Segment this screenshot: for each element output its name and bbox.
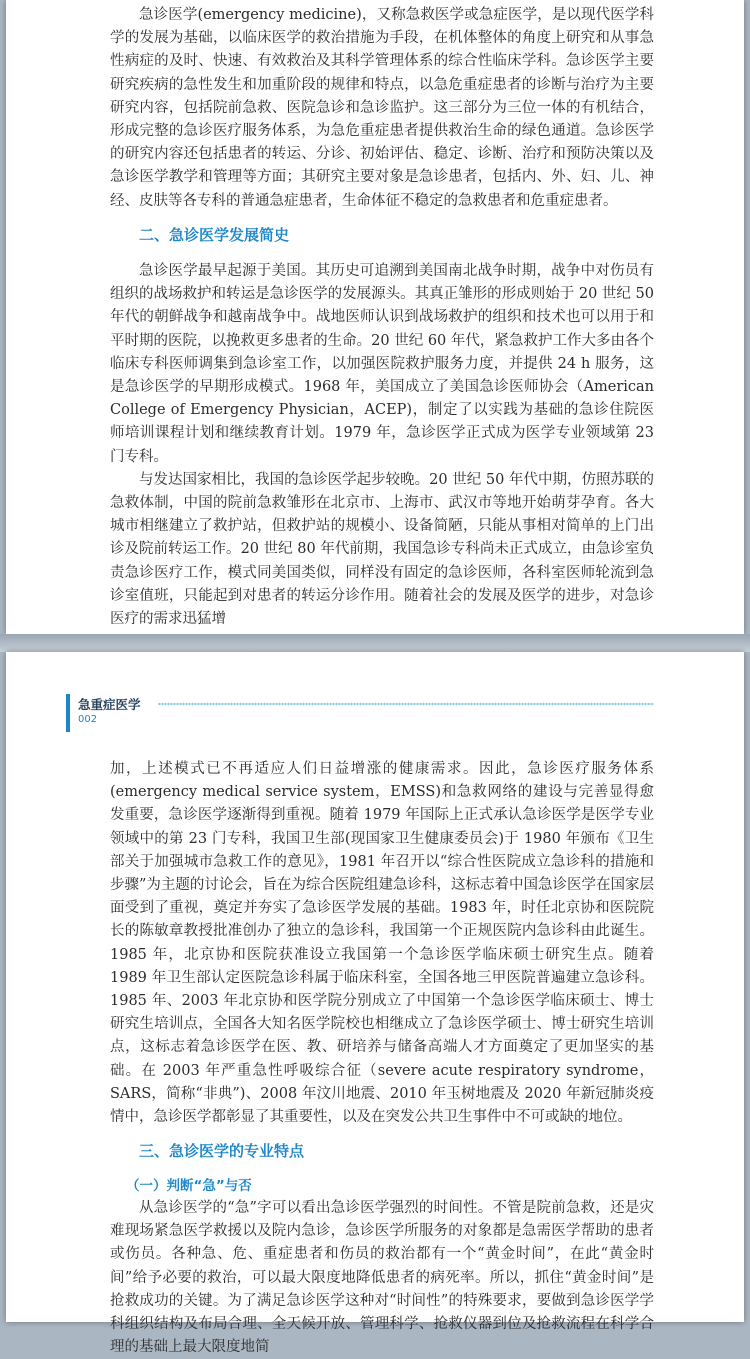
header-accent-bar: [66, 694, 70, 732]
body-text-history: [110, 260, 654, 631]
subsection-heading-urgency: （一）判断“急”与否: [126, 1178, 252, 1194]
paragraph-china-history: 与发达国家相比，我国的急诊医学起步较晚。20 世纪 50 年代中期，仿照苏联的急救体制，中国的院前急救雏形在北京市、上海市、武汉市等地开始萌芽孕育。各大城市相继建立了救护站，但救护站的规模小、设备简陋，只能从事相对简单的上门出诊及院前转运工作。20 世纪 80 年代前期，我国急诊专科尚未正式成立，由急诊室负责急诊医疗工作，模式同美国类似，同样没有固定的急诊医师，各科室医师轮流到急诊室值班，只能起到对患者的转运分诊作用。随着社会的发展及医学的进步，对急诊医疗的需求迅猛增: [110, 471, 654, 628]
paragraph-definition: 急诊医学(emergency medicine)，又称急救医学或急症医学，是以现代医学科学的发展为基础，以临床医学的救治措施为手段，在机体整体的角度上研究和从事急性病症的及时、快速、有效救治及其科学管理体系的综合性临床学科。急诊医学主要研究疾病的急性发生和加重阶段的规律和特点，以急危重症患者的诊断与治疗为主要研究内容，包括院前急救、医院急诊和急诊监护。这三部分为三位一体的有机结合，形成完整的急诊医疗服务体系，为急危重症患者提供救治生命的绿色通道。急诊医学的研究内容还包括患者的转运、分诊、初始评估、稳定、诊断、治疗和预防决策以及急诊医学教学和管理等方面；其研究主要对象是急诊患者，包括内、外、妇、儿、神经、皮肤等各专科的普通急症患者，生命体征不稳定的急救患者和危重症患者。: [110, 7, 654, 209]
body-text-urgency: [110, 1197, 654, 1359]
paragraph-golden-time: 从急诊医学的“急”字可以看出急诊医学强烈的时间性。不管是院前急救，还是灾难现场紧急医学救援以及院内急诊，急诊医学所服务的对象都是急需医学帮助的患者或伤员。各种急、危、重症患者和伤员的救治都有一个“黄金时间”，在此“黄金时间”给予必要的救治，可以最大限度地降低患者的病死率。所以，抓住“黄金时间”是抢救成功的关键。为了满足急诊医学这种对“时间性”的特殊要求，要做到急诊医学学科组织结构及布局合理、全天候开放、管理科学、抢救仪器到位及抢救流程在科学合理的基础上最大限度地简: [110, 1200, 654, 1356]
section-heading-characteristics: 三、急诊医学的专业特点: [139, 1142, 305, 1160]
book-page-lower: [6, 652, 744, 1356]
page-number: 002: [78, 714, 98, 725]
book-page-upper: [6, 0, 744, 634]
book-title: 急重症医学: [78, 697, 141, 712]
section-heading-history: 二、急诊医学发展简史: [139, 226, 290, 244]
running-header: [66, 694, 666, 734]
body-text-upper: [110, 4, 654, 213]
page-gap: [0, 634, 750, 652]
paragraph-us-history: 急诊医学最早起源于美国。其历史可追溯到美国南北战争时期，战争中对伤员有组织的战场救护和转运是急诊医学的发展源头。其真正雏形的形成则始于 20 世纪 50 年代的朝鲜战争和越南战争中。战地医师认识到战场救护的组织和技术也可以用于和平时期的医院，以挽救更多患者的生命。20 世纪 60 年代，紧急救护工作大多由各个临床专科医师调集到急诊室工作，以加强医院救护服务力度，并提供 24 h 服务，这是急诊医学的早期形成模式。1968 年，美国成立了美国急诊医师协会（American College of Emergency Physician，ACEP)，制定了以实践为基础的急诊住院医师培训课程计划和继续教育计划。1979 年，急诊医学正式成为医学专业领域第 23 门专科。: [110, 263, 654, 465]
paragraph-continuation: 加，上述模式已不再适应人们日益增涨的健康需求。因此，急诊医疗服务体系(emergency medical service system，EMSS)和急救网络的建设与完善显得愈发重要，急诊医学逐渐得到重视。随着 1979 年国际上正式承认急诊医学是医学专业领域中的第 23 门专科，我国卫生部(现国家卫生健康委员会)于 1980 年颁布《卫生部关于加强城市急救工作的意见》，1981 年召开以“综合性医院成立急诊科的措施和步骤”为主题的讨论会，旨在为综合医院组建急诊科，这标志着中国急诊医学在国家层面受到了重视，奠定并夯实了急诊医学发展的基础。1983 年，时任北京协和医院院长的陈敏章教授批准创办了独立的急诊科，我国第一个正规医院内急诊科由此诞生。1985 年，北京协和医院获准设立我国第一个急诊医学临床硕士研究生点。随着 1989 年卫生部认定医院急诊科属于临床科室，全国各地三甲医院普遍建立急诊科。1985 年、2003 年北京协和医学院分别成立了中国第一个急诊医学临床硕士、博士研究生培训点，全国各大知名医学院校也相继成立了急诊医学硕士、博士研究生培训点，这标志着急诊医学在医、教、研培养与储备高端人才方面奠定了更加坚实的基础。在 2003 年严重急性呼吸综合征（severe acute respiratory syndrome，SARS，简称“非典”)、2008 年汶川地震、2010 年玉树地震及 2020 年新冠肺炎疫情中，急诊医学都彰显了其重要性，以及在突发公共卫生事件中不可或缺的地位。: [110, 761, 654, 1126]
header-dotted-rule: [158, 702, 654, 706]
body-text-lower: [110, 758, 654, 1129]
